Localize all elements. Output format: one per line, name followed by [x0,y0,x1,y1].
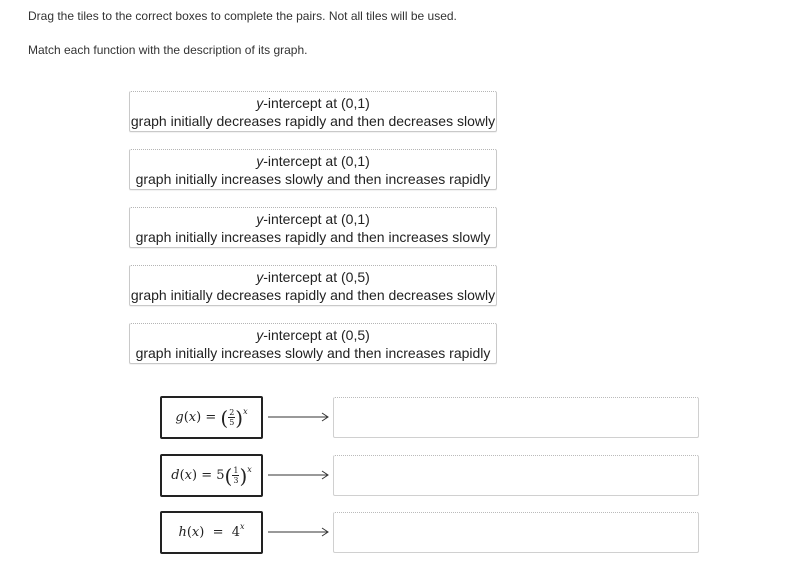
graph-description: graph initially increases slowly and then increases rapidly [135,171,491,187]
intercept-text: -intercept at (0,1) [263,211,370,227]
function-g-box: g ( x ) = ( $\frac{2}{5}$ ) x [160,396,263,439]
function-d-box: d ( x ) = 5 ( $\frac{1}{3}$ ) x [160,454,263,497]
answer-tile-4[interactable] [129,265,497,306]
drop-target-h[interactable] [333,512,699,553]
intercept-text: -intercept at (0,1) [263,95,370,111]
intercept-text: -intercept at (0,5) [263,327,370,343]
graph-description: graph initially decreases rapidly and then decreases slowly [130,287,496,303]
instruction-match: Match each function with the description of its graph. [28,43,308,57]
intercept-text: -intercept at (0,1) [263,153,370,169]
arrow-right-icon [268,527,330,537]
intercept-var: y [256,327,264,343]
function-name: h [178,525,187,540]
drop-target-g[interactable] [333,397,699,438]
intercept-var: y [256,269,264,285]
fraction: $\frac{2}{5}$ [229,408,235,427]
function-h-box: h ( x ) = 4 x [160,511,263,554]
fraction: $\frac{1}{3}$ [233,466,239,485]
answer-tile-3[interactable] [129,207,497,248]
answer-tile-5[interactable] [129,323,497,364]
graph-description: graph initially increases slowly and then increases rapidly [135,345,491,361]
graph-description: graph initially increases rapidly and then increases slowly [135,229,491,245]
answer-tile-2[interactable] [129,149,497,190]
drop-target-d[interactable] [333,455,699,496]
exponent: x [247,465,252,474]
function-name: d [171,468,180,483]
intercept-var: y [256,153,264,169]
exponent: x [243,407,248,416]
exponent: x [240,522,245,531]
function-name: g [175,410,184,425]
arrow-right-icon [268,412,330,422]
intercept-var: y [256,211,264,227]
answer-tile-1[interactable] [129,91,497,132]
intercept-text: -intercept at (0,5) [263,269,370,285]
intercept-var: y [256,95,264,111]
instruction-drag: Drag the tiles to the correct boxes to complete the pairs. Not all tiles will be used. [28,9,457,23]
arrow-right-icon [268,470,330,480]
graph-description: graph initially decreases rapidly and then decreases slowly [130,113,496,129]
